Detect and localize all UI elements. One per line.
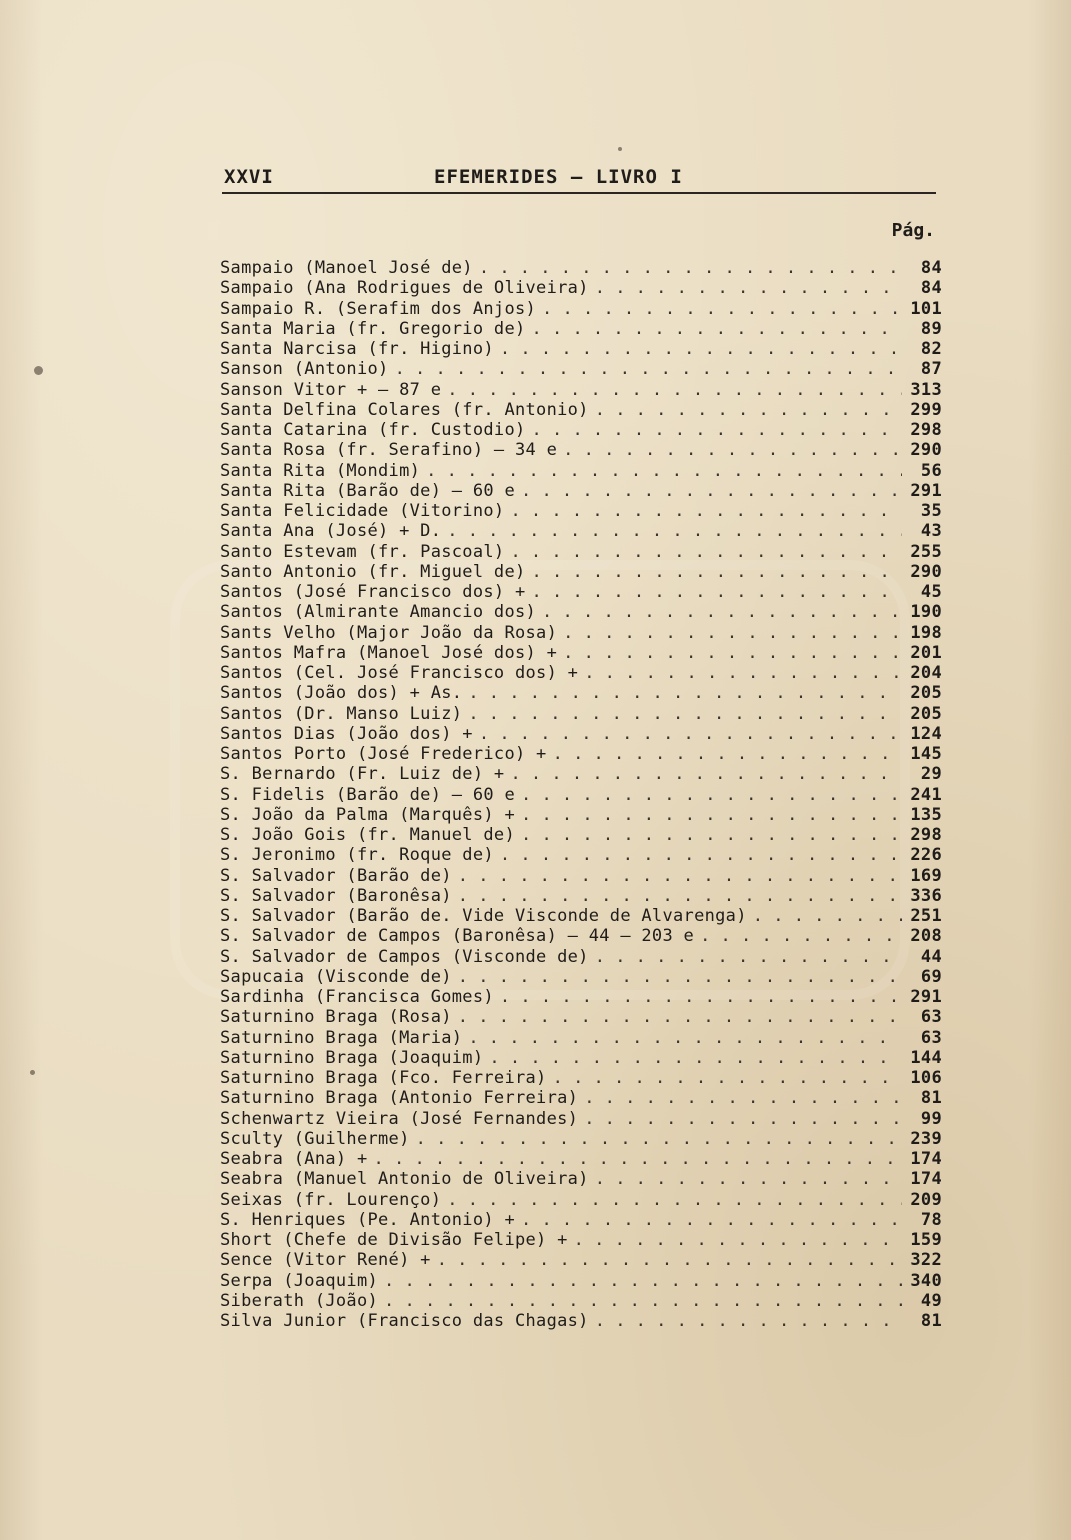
- entry-name: Sapucaia (Visconde de): [220, 966, 452, 987]
- leader-dots: [510, 542, 902, 562]
- entry-page-number: 174: [910, 1149, 942, 1169]
- entry-name: Seabra (Ana) +: [220, 1149, 368, 1169]
- entry-page-number: 209: [910, 1189, 942, 1210]
- entry-page-number: 290: [910, 561, 942, 582]
- entry-page-number: 63: [920, 1007, 942, 1028]
- entry-page-number: 298: [910, 825, 942, 845]
- leader-dots: [479, 724, 902, 744]
- leader-dots: [595, 400, 902, 420]
- entry-page-number: 135: [910, 804, 942, 825]
- leader-dots: [510, 501, 902, 521]
- entry-page-number: 29: [920, 764, 942, 785]
- leader-dots: [532, 582, 902, 602]
- index-entry: [220, 481, 942, 501]
- index-entry: [220, 805, 942, 825]
- entry-page-number: 169: [910, 865, 942, 886]
- index-entry: [220, 906, 942, 926]
- entry-page-number: 298: [910, 420, 942, 440]
- entry-page-number: 251: [910, 906, 942, 926]
- entry-page-number: 201: [910, 642, 942, 663]
- entry-name: Seabra (Manuel Antonio de Oliveira): [220, 1169, 589, 1190]
- entry-page-number: 69: [920, 966, 942, 987]
- entry-page-number: 313: [910, 379, 942, 400]
- entry-page-number: 56: [920, 460, 942, 481]
- entry-page-number: 159: [910, 1230, 942, 1250]
- index-entry: [220, 400, 942, 420]
- entry-page-number: 174: [910, 1169, 942, 1190]
- leader-dots: [700, 926, 902, 946]
- entry-name: Seixas (fr. Lourenço): [220, 1189, 442, 1210]
- entry-name: Sants Velho (Major João da Rosa): [220, 622, 558, 643]
- entry-name: Santa Maria (fr. Gregorio de): [220, 318, 526, 339]
- entry-page-number: 45: [920, 582, 942, 602]
- leader-dots: [542, 602, 902, 622]
- entry-name: Saturnino Braga (Joaquim): [220, 1047, 484, 1068]
- entry-name: Santos (Dr. Manso Luiz): [220, 703, 463, 724]
- entry-name: S. João Gois (fr. Manuel de): [220, 825, 515, 845]
- entry-page-number: 101: [910, 298, 942, 319]
- entry-name: Santos (Almirante Amancio dos): [220, 602, 537, 623]
- entry-page-number: 99: [920, 1108, 942, 1129]
- entry-name: Sampaio R. (Serafim dos Anjos): [220, 298, 537, 319]
- entry-page-number: 44: [920, 946, 942, 967]
- entry-name: Serpa (Joaquim): [220, 1270, 379, 1291]
- entry-name: Santos Porto (José Frederico) +: [220, 744, 547, 764]
- index-entry: [220, 764, 942, 784]
- index-entry: [220, 1007, 942, 1027]
- entry-name: Schenwartz Vieira (José Fernandes): [220, 1108, 579, 1129]
- leader-dots: [521, 481, 902, 501]
- leader-dots: [553, 1068, 902, 1088]
- entry-name: S. Henriques (Pe. Antonio) +: [220, 1209, 515, 1230]
- leader-dots: [532, 562, 902, 582]
- index-entry: [220, 602, 942, 622]
- index-entry: [220, 724, 942, 744]
- leader-dots: [532, 319, 902, 339]
- entry-name: S. Fidelis (Barão de) — 60 e: [220, 784, 515, 805]
- leader-dots: [532, 420, 902, 440]
- index-entry: [220, 420, 942, 440]
- index-entry: [220, 1291, 942, 1311]
- entry-page-number: 106: [910, 1068, 942, 1088]
- entry-page-number: 145: [910, 744, 942, 764]
- entry-page-number: 291: [910, 987, 942, 1007]
- entry-page-number: 89: [920, 318, 942, 339]
- entry-name: S. Salvador (Barão de): [220, 865, 452, 886]
- entry-name: Santos Mafra (Manoel José dos) +: [220, 642, 558, 663]
- index-entry: [220, 1088, 942, 1108]
- header-rule: [222, 192, 936, 194]
- entry-name: S. Salvador de Campos (Visconde de): [220, 946, 589, 967]
- index-entry: [220, 967, 942, 987]
- index-entry: [220, 461, 942, 481]
- leader-dots: [500, 339, 902, 359]
- entry-name: Saturnino Braga (Antonio Ferreira): [220, 1088, 579, 1109]
- index-entry: [220, 825, 942, 845]
- ink-spot: [618, 147, 622, 151]
- leader-dots: [521, 805, 902, 825]
- entry-name: Saturnino Braga (Fco. Ferreira): [220, 1068, 547, 1088]
- entry-page-number: 84: [920, 278, 942, 299]
- entry-name: Santos (Cel. José Francisco dos) +: [220, 663, 579, 683]
- index-entry: [220, 1169, 942, 1189]
- ink-spot: [30, 1070, 35, 1075]
- leader-dots: [458, 866, 902, 886]
- index-entry: [220, 1129, 942, 1149]
- index-entry: [220, 1250, 942, 1270]
- index-entry: [220, 1311, 942, 1331]
- entry-name: S. Salvador (Barão de. Vide Visconde de Alvarenga): [220, 906, 747, 926]
- index-entry: [220, 339, 942, 359]
- entry-name: Short (Chefe de Divisão Felipe) +: [220, 1230, 568, 1250]
- entry-page-number: 291: [910, 480, 942, 501]
- leader-dots: [447, 380, 902, 400]
- entry-name: S. Salvador (Baronêsa): [220, 885, 452, 906]
- leader-dots: [584, 663, 902, 683]
- index-entry: [220, 1068, 942, 1088]
- entry-name: S. Salvador de Campos (Baronêsa) — 44 — 203 e: [220, 926, 695, 947]
- index-entry: [220, 562, 942, 582]
- leader-dots: [595, 947, 902, 967]
- entry-page-number: 299: [910, 399, 942, 420]
- leader-dots: [468, 704, 902, 724]
- index-entry: [220, 866, 942, 886]
- entry-name: Santos (José Francisco dos) +: [220, 582, 526, 602]
- index-entry: [220, 501, 942, 521]
- index-list: [220, 258, 942, 1331]
- entry-name: Sampaio (Manoel José de): [220, 258, 473, 278]
- leader-dots: [447, 521, 902, 541]
- leader-dots: [563, 643, 902, 663]
- entry-page-number: 49: [920, 1290, 942, 1311]
- entry-name: Sanson (Antonio): [220, 359, 389, 380]
- leader-dots: [416, 1129, 902, 1149]
- entry-name: Sardinha (Francisca Gomes): [220, 987, 494, 1007]
- entry-name: Santa Rosa (fr. Serafino) — 34 e: [220, 440, 558, 461]
- page-number: XXVI: [224, 166, 274, 188]
- index-entry: [220, 663, 942, 683]
- index-entry: [220, 1109, 942, 1129]
- entry-page-number: 81: [920, 1311, 942, 1331]
- entry-name: Sence (Vitor René) +: [220, 1250, 431, 1271]
- page-header: [224, 166, 936, 192]
- entry-name: Santa Narcisa (fr. Higino): [220, 339, 494, 359]
- entry-name: Santo Antonio (fr. Miguel de): [220, 561, 526, 582]
- entry-name: Sampaio (Ana Rodrigues de Oliveira): [220, 278, 589, 299]
- entry-name: Santa Catarina (fr. Custodio): [220, 420, 526, 440]
- entry-page-number: 190: [910, 602, 942, 623]
- index-entry: [220, 1048, 942, 1068]
- leader-dots: [521, 785, 902, 805]
- leader-dots: [563, 623, 902, 643]
- index-entry: [220, 1210, 942, 1230]
- index-entry: [220, 299, 942, 319]
- entry-page-number: 63: [920, 1027, 942, 1048]
- leader-dots: [384, 1291, 902, 1311]
- index-entry: [220, 521, 942, 541]
- index-entry: [220, 947, 942, 967]
- entry-name: Santos (João dos) + As.: [220, 683, 463, 704]
- entry-name: Sanson Vitor + — 87 e: [220, 379, 442, 400]
- entry-page-number: 84: [920, 258, 942, 278]
- entry-name: S. João da Palma (Marquês) +: [220, 804, 515, 825]
- leader-dots: [542, 299, 902, 319]
- entry-name: Santos Dias (João dos) +: [220, 723, 473, 744]
- entry-page-number: 82: [920, 339, 942, 359]
- entry-name: Silva Junior (Francisco das Chagas): [220, 1311, 589, 1331]
- ink-spot: [34, 366, 43, 375]
- entry-name: Santa Delfina Colares (fr. Antonio): [220, 399, 589, 420]
- entry-page-number: 208: [910, 926, 942, 947]
- leader-dots: [521, 825, 902, 845]
- entry-page-number: 43: [920, 521, 942, 542]
- entry-name: S. Jeronimo (fr. Roque de): [220, 845, 494, 866]
- leader-dots: [595, 1311, 902, 1331]
- index-entry: [220, 582, 942, 602]
- leader-dots: [510, 764, 902, 784]
- index-entry: [220, 1271, 942, 1291]
- leader-dots: [384, 1271, 902, 1291]
- entry-name: Siberath (João): [220, 1290, 379, 1311]
- entry-page-number: 241: [910, 784, 942, 805]
- leader-dots: [468, 1028, 902, 1048]
- entry-page-number: 87: [920, 359, 942, 380]
- index-entry: [220, 359, 942, 379]
- leader-dots: [489, 1048, 902, 1068]
- entry-page-number: 205: [910, 703, 942, 724]
- entry-name: Saturnino Braga (Rosa): [220, 1007, 452, 1028]
- entry-page-number: 35: [920, 501, 942, 521]
- leader-dots: [374, 1149, 903, 1169]
- index-entry: [220, 440, 942, 460]
- entry-page-number: 198: [910, 622, 942, 643]
- entry-name: Sculty (Guilherme): [220, 1128, 410, 1149]
- entry-page-number: 124: [910, 723, 942, 744]
- leader-dots: [521, 1210, 902, 1230]
- index-entry: [220, 1028, 942, 1048]
- leader-dots: [595, 1169, 902, 1189]
- index-entry: [220, 1190, 942, 1210]
- page-column-label: Pág.: [891, 220, 935, 241]
- entry-page-number: 144: [910, 1047, 942, 1068]
- entry-name: Santa Felicidade (Vitorino): [220, 501, 505, 521]
- leader-dots: [753, 906, 902, 926]
- leader-dots: [479, 258, 902, 278]
- leader-dots: [458, 1007, 902, 1027]
- running-title: EFEMERIDES — LIVRO I: [434, 166, 683, 188]
- leader-dots: [500, 845, 902, 865]
- index-entry: [220, 319, 942, 339]
- index-entry: [220, 987, 942, 1007]
- entry-name: Santo Estevam (fr. Pascoal): [220, 541, 505, 562]
- entry-page-number: 340: [910, 1270, 942, 1291]
- index-entry: [220, 886, 942, 906]
- entry-name: Santa Rita (Barão de) — 60 e: [220, 480, 515, 501]
- index-entry: [220, 785, 942, 805]
- index-entry: [220, 926, 942, 946]
- entry-page-number: 239: [910, 1128, 942, 1149]
- leader-dots: [574, 1230, 902, 1250]
- leader-dots: [426, 461, 902, 481]
- leader-dots: [595, 278, 902, 298]
- leader-dots: [500, 987, 902, 1007]
- leader-dots: [458, 967, 902, 987]
- leader-dots: [584, 1109, 902, 1129]
- entry-page-number: 204: [910, 663, 942, 683]
- leader-dots: [458, 886, 902, 906]
- entry-page-number: 336: [910, 885, 942, 906]
- entry-page-number: 78: [920, 1209, 942, 1230]
- entry-page-number: 322: [910, 1250, 942, 1271]
- index-entry: [220, 542, 942, 562]
- entry-page-number: 226: [910, 845, 942, 866]
- entry-page-number: 290: [910, 440, 942, 461]
- entry-name: S. Bernardo (Fr. Luiz de) +: [220, 764, 505, 785]
- index-entry: [220, 744, 942, 764]
- index-entry: [220, 258, 942, 278]
- entry-name: Santa Rita (Mondim): [220, 460, 421, 481]
- leader-dots: [553, 744, 902, 764]
- entry-page-number: 81: [920, 1088, 942, 1109]
- index-entry: [220, 1230, 942, 1250]
- entry-page-number: 205: [910, 683, 942, 704]
- entry-name: Santa Ana (José) + D.: [220, 521, 442, 542]
- index-entry: [220, 278, 942, 298]
- leader-dots: [437, 1250, 902, 1270]
- leader-dots: [395, 359, 902, 379]
- leader-dots: [563, 440, 902, 460]
- entry-name: Saturnino Braga (Maria): [220, 1027, 463, 1048]
- leader-dots: [584, 1088, 902, 1108]
- index-entry: [220, 380, 942, 400]
- leader-dots: [468, 683, 902, 703]
- index-entry: [220, 1149, 942, 1169]
- index-entry: [220, 704, 942, 724]
- index-entry: [220, 623, 942, 643]
- index-entry: [220, 683, 942, 703]
- leader-dots: [447, 1190, 902, 1210]
- index-entry: [220, 845, 942, 865]
- index-entry: [220, 643, 942, 663]
- entry-page-number: 255: [910, 541, 942, 562]
